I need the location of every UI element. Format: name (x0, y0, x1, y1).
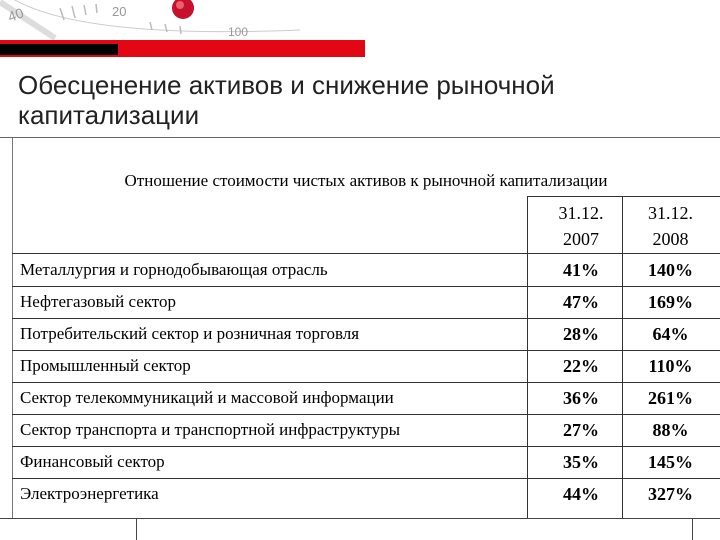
value-2008: 145% (648, 452, 693, 472)
table-row (0, 382, 720, 414)
footer-divider-left (136, 518, 137, 540)
gauge-dial-graphic (0, 0, 300, 40)
value-2007: 27% (563, 420, 599, 440)
header-top-line (527, 196, 720, 197)
table-row (0, 350, 720, 382)
value-2007: 36% (563, 388, 599, 408)
dial-label-100: 100 (228, 25, 249, 39)
column-header-2008: 31.12. 2008 (648, 203, 693, 249)
value-2007: 22% (563, 356, 599, 376)
page-title: Обесценение активов и снижение рыночной капитализации (18, 70, 555, 130)
table-caption: Отношение стоимости чистых активов к рыночной капитализации (124, 171, 608, 190)
row-label: Финансовый сектор (20, 452, 165, 471)
value-2008: 140% (648, 260, 693, 280)
row-label: Электроэнергетика (20, 484, 159, 503)
row-label: Сектор телекоммуникаций и массовой информации (20, 388, 394, 407)
value-2007: 44% (563, 484, 599, 504)
table-bottom-line (0, 518, 720, 519)
value-2007: 47% (563, 292, 599, 312)
row-label: Сектор транспорта и транспортной инфраструктуры (20, 420, 401, 439)
footer-divider-right (692, 518, 693, 540)
value-2008: 110% (648, 356, 693, 376)
row-label: Нефтегазовый сектор (20, 292, 176, 311)
value-2008: 327% (648, 484, 693, 504)
value-2007: 35% (563, 452, 599, 472)
gauge-dial-image (0, 0, 300, 40)
value-2008: 64% (652, 324, 689, 344)
dial-label-20: 20 (112, 4, 127, 19)
column-header-2007: 31.12. 2007 (558, 203, 604, 249)
accent-bar-dark (0, 44, 118, 55)
row-label: Металлургия и горнодобывающая отрасль (20, 260, 328, 279)
value-2008: 169% (648, 292, 693, 312)
table-row (0, 318, 720, 350)
table-row (0, 446, 720, 478)
table-row (0, 286, 720, 318)
value-2008: 261% (648, 388, 693, 408)
value-2008: 88% (652, 420, 689, 440)
row-label: Потребительский сектор и розничная торговля (20, 324, 360, 343)
table-row (0, 478, 720, 510)
dial-label-40: 40 (5, 4, 26, 25)
value-2007: 28% (563, 324, 599, 344)
table-row (0, 254, 720, 286)
table-row (0, 414, 720, 446)
row-label: Промышленный сектор (20, 356, 191, 375)
value-2007: 41% (563, 260, 599, 280)
